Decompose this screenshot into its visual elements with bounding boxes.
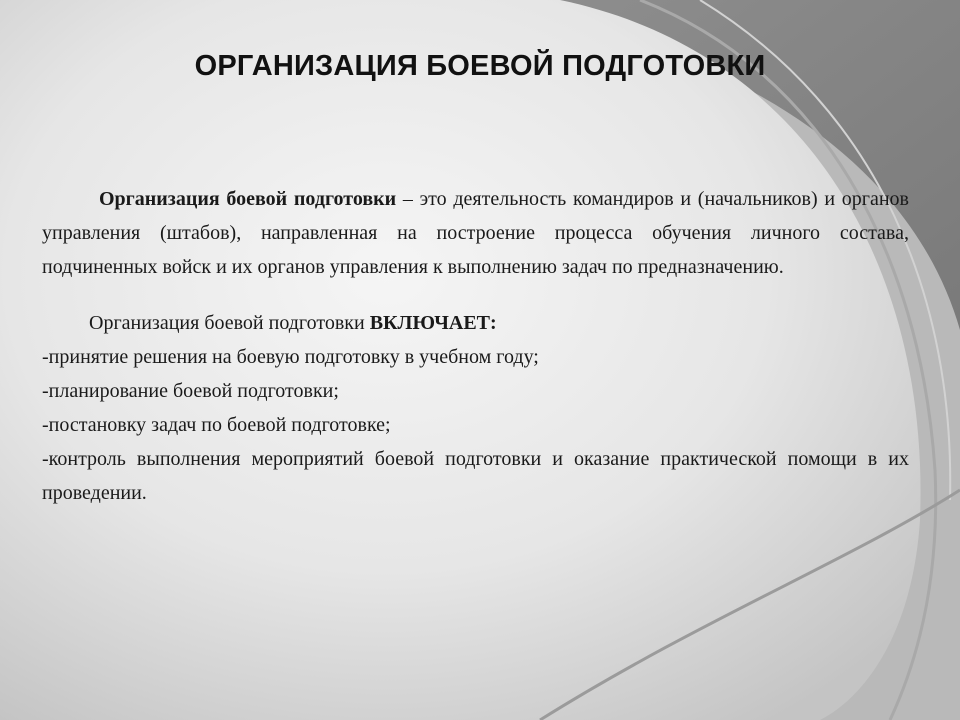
list-item: -постановку задач по боевой подготовке; [42, 414, 391, 436]
page-title: ОРГАНИЗАЦИЯ БОЕВОЙ ПОДГОТОВКИ [194, 50, 766, 82]
definition-paragraph [42, 182, 909, 284]
includes-keyword: ВКЛЮЧАЕТ: [369, 312, 497, 334]
includes-list [42, 340, 909, 510]
list-item: -контроль выполнения мероприятий боевой подготовки и оказание практической помощи в их проведении. [42, 448, 909, 504]
definition-term: Организация боевой подготовки [99, 188, 397, 210]
slide-content [42, 182, 909, 510]
includes-heading [42, 306, 909, 340]
definition-text: – это деятельность командиров и (начальников) и органов управления (штабов), направленная на построение процесса обучения личного состава, подчиненных войск и их органов управления к выполнению задач по предназначению. [42, 188, 909, 278]
includes-prefix: Организация боевой подготовки [89, 312, 370, 334]
list-item: -принятие решения на боевую подготовку в учебном году; [42, 346, 539, 368]
list-item: -планирование боевой подготовки; [42, 380, 339, 402]
